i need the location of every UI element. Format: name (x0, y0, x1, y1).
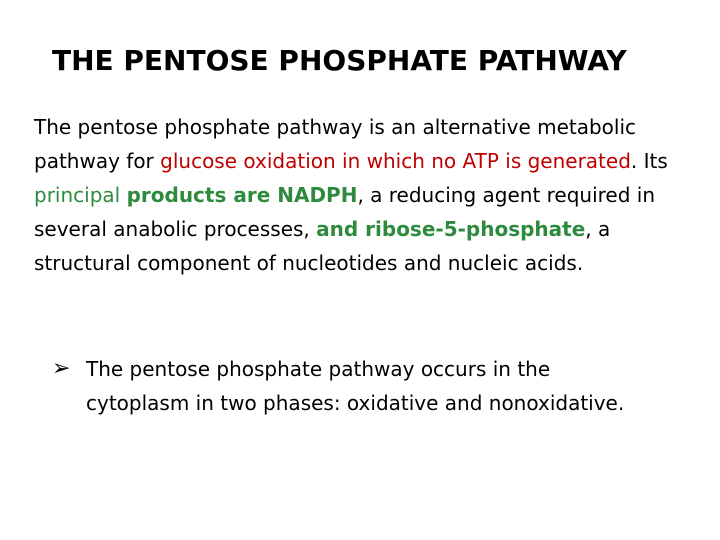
text-run: , a reducing agent required in several anabolic processes, (34, 183, 656, 241)
text-run: . Its (630, 149, 668, 173)
text-run: , a structural component of nucleotides and nucleic acids. (34, 217, 611, 275)
body-paragraph (34, 110, 674, 280)
highlight-green-bold: products are NADPH (126, 183, 358, 207)
highlight-green: principal (34, 183, 127, 207)
highlight-green-bold: and ribose-5-phosphate (316, 217, 586, 241)
slide-title: THE PENTOSE PHOSPHATE PATHWAY (52, 44, 627, 77)
arrow-bullet-icon: ➢ (52, 356, 71, 381)
bullet-item (52, 352, 632, 420)
text-run: The pentose phosphate pathway is an alternative metabolic pathway for (34, 115, 637, 173)
highlight-red: glucose oxidation in which no ATP is generated (160, 149, 631, 173)
bullet-text: The pentose phosphate pathway occurs in the cytoplasm in two phases: oxidative and nonoxidative. (86, 357, 625, 415)
